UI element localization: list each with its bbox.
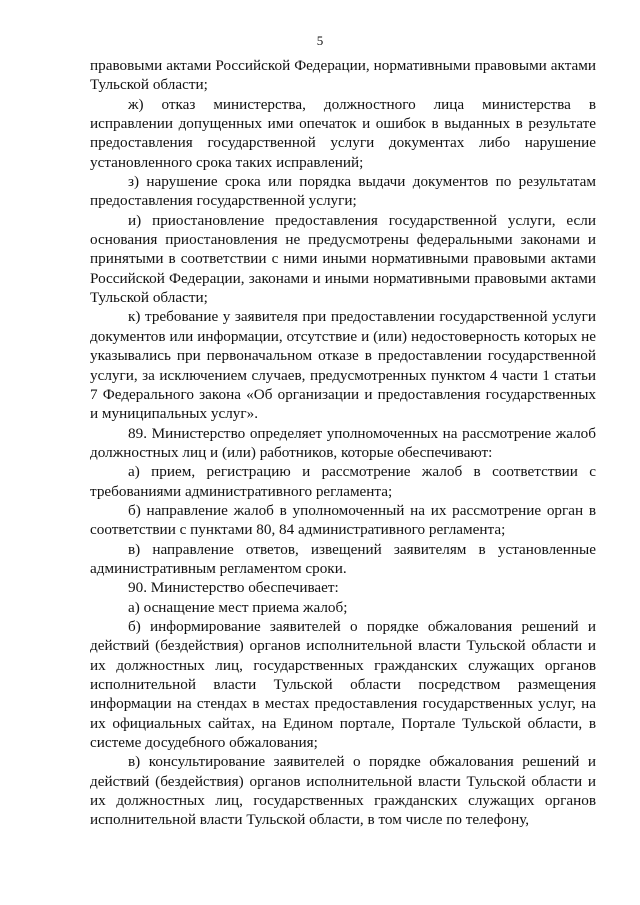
page-number: 5 [316, 33, 324, 48]
paragraph-continuation: правовыми актами Российской Федерации, нормативными правовыми актами Тульской области; [90, 57, 596, 94]
paragraph-clause-89: 89. Министерство определяет уполномоченных на рассмотрение жалоб должностных лиц и (или) работников, которые обеспечивают: [90, 424, 596, 461]
paragraph-89-item-b: б) направление жалоб в уполномоченный на их рассмотрение орган в соответствии с пунктами 80, 84 административного регламента; [90, 501, 596, 539]
paragraph-90-item-b: б) информирование заявителей о порядке обжалования решений и действий (бездействия) органов исполнительной власти Тульской области и их должностных лиц, государственных гражданских служащих органов исполнительной власти Тульской области посредством размещения информации на стендах в местах предоставления государственных услуг, на их официальных сайтах, на Едином портале, Портале Тульской области, в системе досудебного обжалования; [90, 617, 596, 752]
paragraph-89-item-a: а) прием, регистрацию и рассмотрение жалоб в соответствии с требованиями административного регламента; [90, 463, 596, 500]
paragraph-89-item-v: в) направление ответов, извещений заявителям в установленные административным регламентом сроки. [90, 540, 596, 577]
paragraph-90-item-a: а) оснащение мест приема жалоб; [128, 598, 348, 616]
paragraph-item-z: з) нарушение срока или порядка выдачи документов по результатам предоставления государственной услуги; [90, 173, 596, 210]
paragraph-clause-90: 90. Министерство обеспечивает: [128, 579, 339, 597]
paragraph-item-zh: ж) отказ министерства, должностного лица министерства в исправлении допущенных ими опечаток и ошибок в выданных в результате предоставления государственной услуги документах либо нарушение установленного срока таких исправлений; [90, 95, 596, 171]
paragraph-90-item-v: в) консультирование заявителей о порядке обжалования решений и действий (бездействия) органов исполнительной власти Тульской области и их должностных лиц, государственных гражданских служащих органов исполнительной власти Тульской области, в том числе по телефону, [90, 753, 596, 829]
paragraph-item-i: и) приостановление предоставления государственной услуги, если основания приостановления не предусмотрены федеральными законами и принятыми в соответствии с ними иными нормативными правовыми актами Российской Федерации, законами и иными нормативными правовыми актами Тульской области; [90, 211, 596, 307]
paragraph-item-k: к) требование у заявителя при предоставлении государственной услуги документов или информации, отсутствие и (или) недостоверность которых не указывались при первоначальном отказе в предоставлении государственной услуги, за исключением случаев, предусмотренных пунктом 4 части 1 статьи 7 Федерального закона «Об организации и предоставления государственных и муниципальных услуг». [90, 308, 596, 423]
document-body [90, 56, 596, 830]
